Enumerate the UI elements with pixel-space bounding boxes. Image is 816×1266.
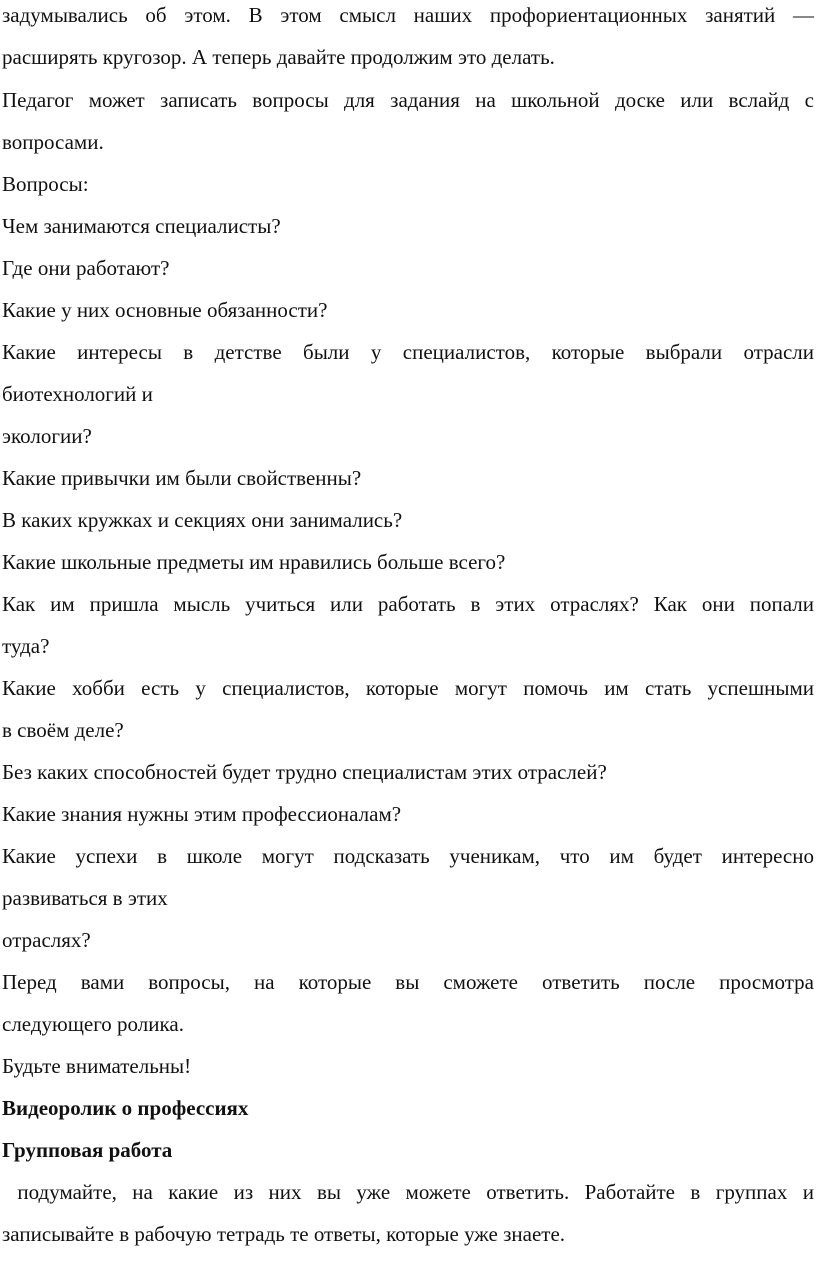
text-line: Будьте внимательны! [2, 1054, 192, 1078]
text-line: записывайте в рабочую тетрадь те ответы, которые уже знаете. [2, 1222, 566, 1246]
question-item: экологии? [2, 424, 92, 448]
question-item: В каких кружках и секциях они занимались? [2, 508, 403, 532]
question-item: Какие интересы в детстве были у специалистов, которые выбрали отрасли [2, 340, 814, 364]
question-item: Какие успехи в школе могут подсказать ученикам, что им будет интересно [2, 844, 814, 868]
text-line: вопросами. [2, 130, 104, 154]
question-item: Чем занимаются специалисты? [2, 214, 281, 238]
section-heading-group-work: Групповая работа [2, 1138, 173, 1162]
question-item: развиваться в этих [2, 886, 168, 910]
question-item: отраслях? [2, 928, 91, 952]
question-item: Какие у них основные обязанности? [2, 298, 328, 322]
question-item: в своём деле? [2, 718, 124, 742]
question-item: биотехнологий и [2, 382, 153, 406]
question-item: Какие хобби есть у специалистов, которые могут помочь им стать успешными [2, 676, 814, 700]
question-item: Как им пришла мысль учиться или работать в этих отраслях? Как они попали [2, 592, 814, 616]
text-line: следующего ролика. [2, 1012, 184, 1036]
text-line: подумайте, на какие из них вы уже можете ответить. Работайте в группах и [2, 1180, 814, 1204]
question-item: Где они работают? [2, 256, 170, 280]
question-item: Какие школьные предметы им нравились больше всего? [2, 550, 506, 574]
text-line: Перед вами вопросы, на которые вы сможете ответить после просмотра [2, 970, 814, 994]
question-item: Какие знания нужны этим профессионалам? [2, 802, 402, 826]
text-line: задумывались об этом. В этом смысл наших профориентационных занятий — [2, 3, 814, 27]
question-item: Какие привычки им были свойственны? [2, 466, 362, 490]
section-heading-video: Видеоролик о профессиях [2, 1096, 249, 1120]
text-line: Педагог может записать вопросы для задания на школьной доске или вслайд с [2, 88, 814, 112]
question-item: туда? [2, 634, 50, 658]
questions-heading: Вопросы: [2, 172, 89, 196]
question-item: Без каких способностей будет трудно специалистам этих отраслей? [2, 760, 607, 784]
text-line: расширять кругозор. А теперь давайте продолжим это делать. [2, 45, 555, 69]
